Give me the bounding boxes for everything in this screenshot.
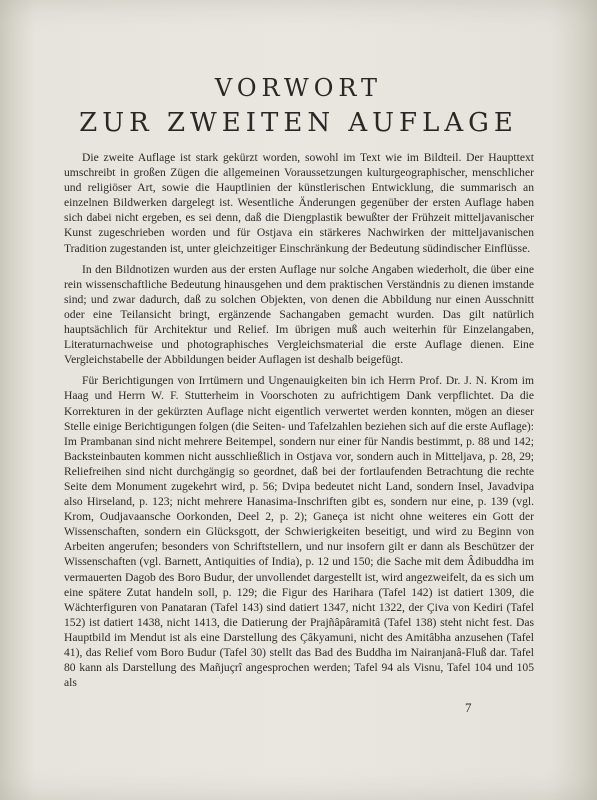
paragraph-1: Die zweite Auflage ist stark gekürzt worden, sowohl im Text wie im Bildteil. Der Haupttext umschreibt in großen Zügen die allgemeinen Voraussetzungen kulturgeographischer, menschlicher und religiöser Art, sowie die Hauptlinien der künstlerischen Entwicklung, die summarisch an einzelnen Bildwerken dargelegt ist. Wesentliche Änderungen gegenüber der ersten Auflage haben sich dabei nicht ergeben, es sei denn, daß die Diengplastik bewußter der Frühzeit mitteljavanischer Kunst zugeschrieben worden und für Ostjava ein stärkeres Nachwirken der mitteljavanischen Tradition zugestanden ist, unter gleichzeitiger Einschränkung der Bedeutung südindischer Einflüsse. xyxy=(64,151,534,255)
title-line-1: VORWORT xyxy=(214,74,383,102)
title-line-2: ZUR ZWEITEN AUFLAGE xyxy=(79,108,518,138)
paragraph-2: In den Bildnotizen wurden aus der ersten Auflage nur solche Angaben wiederholt, die über eine rein wissenschaftliche Bedeutung hinausgehen und dem praktischen Verständnis zu dienen imstande sind; und zwar dadurch, daß zu solchen Objekten, von denen die Abbildung nur einen Ausschnitt oder eine Teilansicht bringt, ergänzende Sachangaben gemacht wurden. Das gilt natürlich hauptsächlich für Architektur und Relief. Im übrigen muß auch weiterhin für Einzelangaben, Literaturnachweise und photographisches Vergleichsmaterial die erste Auflage dienen. Eine Vergleichstabelle der Abbildungen beider Auflagen ist deshalb beigefügt. xyxy=(64,262,534,367)
page-number: 7 xyxy=(465,700,472,715)
paragraph-3: Für Berichtigungen von Irrtümern und Ungenauigkeiten bin ich Herrn Prof. Dr. J. N. Krom im Haag und Herrn W. F. Stutterheim in Voorschoten zu aufrichtigem Dank verpflichtet. Da die Korrekturen in der gekürzten Auflage nicht eigentlich verwertet werden konnten, mögen an dieser Stelle einige Berichtigungen folgen (die Seiten- und Tafelzahlen beziehen sich auf die erste Auflage): Im Prambanan sind nicht mehrere Beitempel, sondern nur einer für Nandis bestimmt, p. 88 und 142; Backsteinbauten kommen nicht ausschließlich in Ostjava vor, sondern auch in Mitteljava, p. 28, 29; Reliefreihen sind nicht durchgängig so geordnet, daß bei der fortlaufenden Betrachtung die rechte Seite dem Monument zugekehrt wird, p. 56; Dvipa bedeutet nicht Land, sondern Insel, Javadvipa also Hirseland, p. 123; nicht mehrere Hanasima-Inschriften gibt es, sondern nur eine, p. 139 (vgl. Krom, Oudjavaansche Oorkonden, Deel 2, p. 2); Ganeça ist nicht ohne weiteres ein Gott der Wissenschaften, sondern ein Glücksgott, der Schwierigkeiten beseitigt, und wird zu Beginn von Arbeiten angerufen; besonders von Schriftstellern, und nur insofern gilt er dann als Beschützer der Wissenschaften (vgl. Barnett, Antiquities of India), p. 12 und 150; die Sache mit dem Âdibuddha im vermauerten Dagob des Boro Budur, der unvollendet dargestellt ist, wird angezweifelt, da es sich um eine spätere Zutat handeln soll, p. 129; die Figur des Harihara (Tafel 142) ist datiert 1309, die Wächterfiguren von Panataran (Tafel 143) sind datiert 1347, nicht 1322, der Çiva von Kediri (Tafel 152) ist datiert 1438, nicht 1413, die Datierung der Prajñâpâramitâ (Tafel 138) steht nicht fest. Das Hauptbild im Mendut ist als eine Darstellung des Çâkyamuni, nicht des Amitâbha anzusehen (Tafel 41), das Relief vom Boro Budur (Tafel 30) stellt das Bad des Buddha im Nairanjanâ-Fluß dar. Tafel 80 kann als Darstellung des Mañjuçrî angesprochen werden; Tafel 94 als Visnu, Tafel 104 und 105 als xyxy=(64,374,534,690)
body-text xyxy=(64,150,534,696)
